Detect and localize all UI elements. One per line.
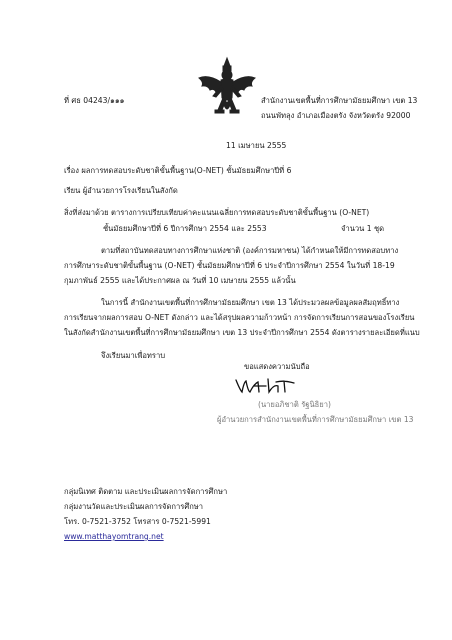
phone-fax: โทร. 0-7521-3752 โทรสาร 0-7521-5991 [64, 517, 211, 526]
paragraph-1-line-2: การศึกษาระดับชาติขั้นพื้นฐาน (O-NET) ชั้นมัธยมศึกษาปีที่ 6 ประจำปีการศึกษา 2554 ในวันที่ 18-19 [64, 261, 395, 270]
paragraph-1-line-1: ตามที่สถาบันทดสอบทางการศึกษาแห่งชาติ (องค์การมหาชน) ได้กำหนดให้มีการทดสอบทาง [101, 246, 399, 255]
website-link[interactable]: www.matthayomtrang.net [64, 532, 164, 541]
enclosure-quantity: จำนวน 1 ชุด [341, 224, 385, 233]
department-line-2: กลุ่มงานวัดและประเมินผลการจัดการศึกษา [64, 502, 204, 511]
paragraph-2-line-1: ในการนี้ สำนักงานเขตพื้นที่การศึกษามัธยมศึกษา เขต 13 ได้ประมวลผลข้อมูลผลสัมฤทธิ์ทาง [101, 298, 400, 307]
paragraph-2-line-2: การเรียนจากผลการสอบ O-NET ดังกล่าว และได้สรุปผลความก้าวหน้า การจัดการเรียนการสอนของโรงเรียน [64, 313, 415, 322]
complimentary-close: ขอแสดงความนับถือ [244, 362, 310, 371]
letter-recipient: เรียน ผู้อำนวยการโรงเรียนในสังกัด [64, 186, 178, 195]
enclosure-line-2: ชั้นมัธยมศึกษาปีที่ 6 ปีการศึกษา 2554 และ 2553 [103, 224, 267, 233]
garuda-emblem-icon [196, 56, 258, 118]
letter-subject: เรื่อง ผลการทดสอบระดับชาติขั้นพื้นฐาน(O-NET) ชั้นมัธยมศึกษาปีที่ 6 [64, 166, 292, 175]
paragraph-1-line-3: กุมภาพันธ์ 2555 และได้ประกาศผล ณ วันที่ 10 เมษายน 2555 แล้วนั้น [64, 276, 296, 285]
department-line-1: กลุ่มนิเทศ ติดตาม และประเมินผลการจัดการศึกษา [64, 487, 228, 496]
sender-office: สำนักงานเขตพื้นที่การศึกษามัธยมศึกษา เขต 13 [261, 96, 418, 105]
closing-request: จึงเรียนมาเพื่อทราบ [101, 351, 166, 360]
letter-date: 11 เมษายน 2555 [226, 141, 287, 150]
paragraph-2-line-3: ในสังกัดสำนักงานเขตพื้นที่การศึกษามัธยมศึกษา เขต 13 ประจำปีการศึกษา 2554 ดังตารางรายละเอียดที่แนบ [64, 328, 420, 337]
signer-name: (นายอภิชาติ รัฐนิธิยา) [258, 400, 331, 409]
sender-address: ถนนพัทลุง อำเภอเมืองตรัง จังหวัดตรัง 92000 [261, 111, 411, 120]
signer-title: ผู้อำนวยการสำนักงานเขตพื้นที่การศึกษามัธยมศึกษา เขต 13 [217, 415, 414, 424]
enclosure-line-1: สิ่งที่ส่งมาด้วย ตารางการเปรียบเทียบค่าคะแนนเฉลี่ยการทดสอบระดับชาติขั้นพื้นฐาน (O-NET) [64, 208, 370, 217]
document-number: ที่ ศธ 04243/๑๑๑ [64, 96, 125, 105]
handwritten-signature [232, 376, 302, 396]
